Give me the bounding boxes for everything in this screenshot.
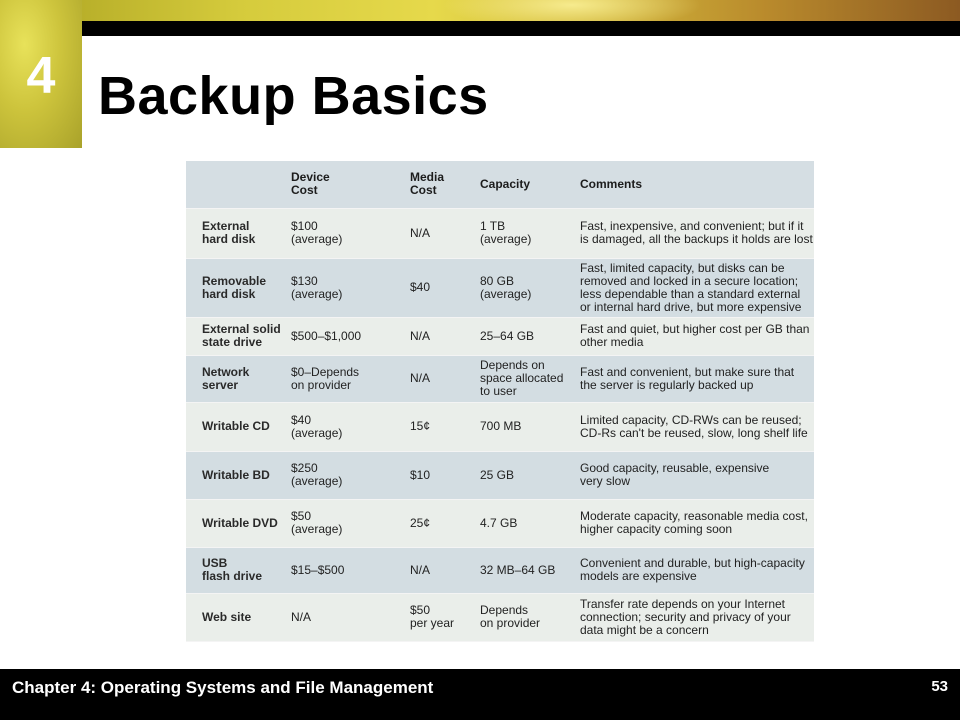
table-cell: N/A [410,547,480,593]
table-cell: Fast, limited capacity, but disks can be removed and locked in a secure location; less dependable than a standard external or internal hard drive, but more expensive [580,258,814,317]
table-cell: 1 TB (average) [480,208,580,258]
table-cell: Transfer rate depends on your Internet connection; security and privacy of your data might be a concern [580,593,814,641]
device-name-cell: External solid state drive [186,317,291,355]
table-cell: Moderate capacity, reasonable media cost, higher capacity coming soon [580,499,814,547]
table-row [186,208,814,258]
banner-strip [82,21,960,36]
table-cell: $15–$500 [291,547,410,593]
header-cell: Media Cost [410,161,480,208]
device-name-cell: Writable DVD [186,499,291,547]
device-name-cell: Writable CD [186,402,291,451]
table-row [186,547,814,593]
table-cell: $50 (average) [291,499,410,547]
table-cell: 15¢ [410,402,480,451]
table-cell: Limited capacity, CD-RWs can be reused; CD-Rs can't be reused, slow, long shelf life [580,402,814,451]
chapter-badge [0,0,82,148]
slide-title: Backup Basics [98,66,489,126]
table-cell: 4.7 GB [480,499,580,547]
table-cell: $10 [410,451,480,499]
table-cell: $130 (average) [291,258,410,317]
table-cell: 25¢ [410,499,480,547]
table-cell: Depends on space allocated to user [480,355,580,402]
table-body [186,208,814,641]
table-cell: Depends on provider [480,593,580,641]
table-cell: $0–Depends on provider [291,355,410,402]
table-cell: $50 per year [410,593,480,641]
table-header-row [186,161,814,208]
header-cell: Device Cost [291,161,410,208]
table-cell: N/A [410,317,480,355]
device-name-cell: USB flash drive [186,547,291,593]
table-cell: $500–$1,000 [291,317,410,355]
table-cell: N/A [291,593,410,641]
chapter-number: 4 [26,47,56,105]
table-row [186,593,814,641]
table-row [186,355,814,402]
table-cell: 700 MB [480,402,580,451]
table-cell: Fast and convenient, but make sure that the server is regularly backed up [580,355,814,402]
table-cell: N/A [410,355,480,402]
page-number: 53 [931,678,948,695]
table-cell: Convenient and durable, but high-capacity models are expensive [580,547,814,593]
table-row [186,451,814,499]
device-name-cell: External hard disk [186,208,291,258]
footer-bar [0,669,960,720]
device-name-cell: Web site [186,593,291,641]
device-name-cell: Removable hard disk [186,258,291,317]
table-row [186,402,814,451]
table-row [186,499,814,547]
device-name-cell: Network server [186,355,291,402]
table-cell: 80 GB (average) [480,258,580,317]
table-cell: Good capacity, reusable, expensive very slow [580,451,814,499]
table-cell: 25 GB [480,451,580,499]
table-cell: Fast, inexpensive, and convenient; but if it is damaged, all the backups it holds are lost [580,208,814,258]
table-cell: $40 [410,258,480,317]
header-cell-device [186,161,291,208]
table-cell: N/A [410,208,480,258]
table-row [186,258,814,317]
table-row [186,317,814,355]
header-cell: Comments [580,161,814,208]
table-cell: $40 (average) [291,402,410,451]
header-cell: Capacity [480,161,580,208]
table-cell: $100 (average) [291,208,410,258]
table-cell: 32 MB–64 GB [480,547,580,593]
table-cell: Fast and quiet, but higher cost per GB than other media [580,317,814,355]
device-name-cell: Writable BD [186,451,291,499]
backup-table [186,161,814,642]
table-cell: $250 (average) [291,451,410,499]
top-banner [82,0,960,36]
footer-title: Chapter 4: Operating Systems and File Management [12,678,434,697]
table-cell: 25–64 GB [480,317,580,355]
